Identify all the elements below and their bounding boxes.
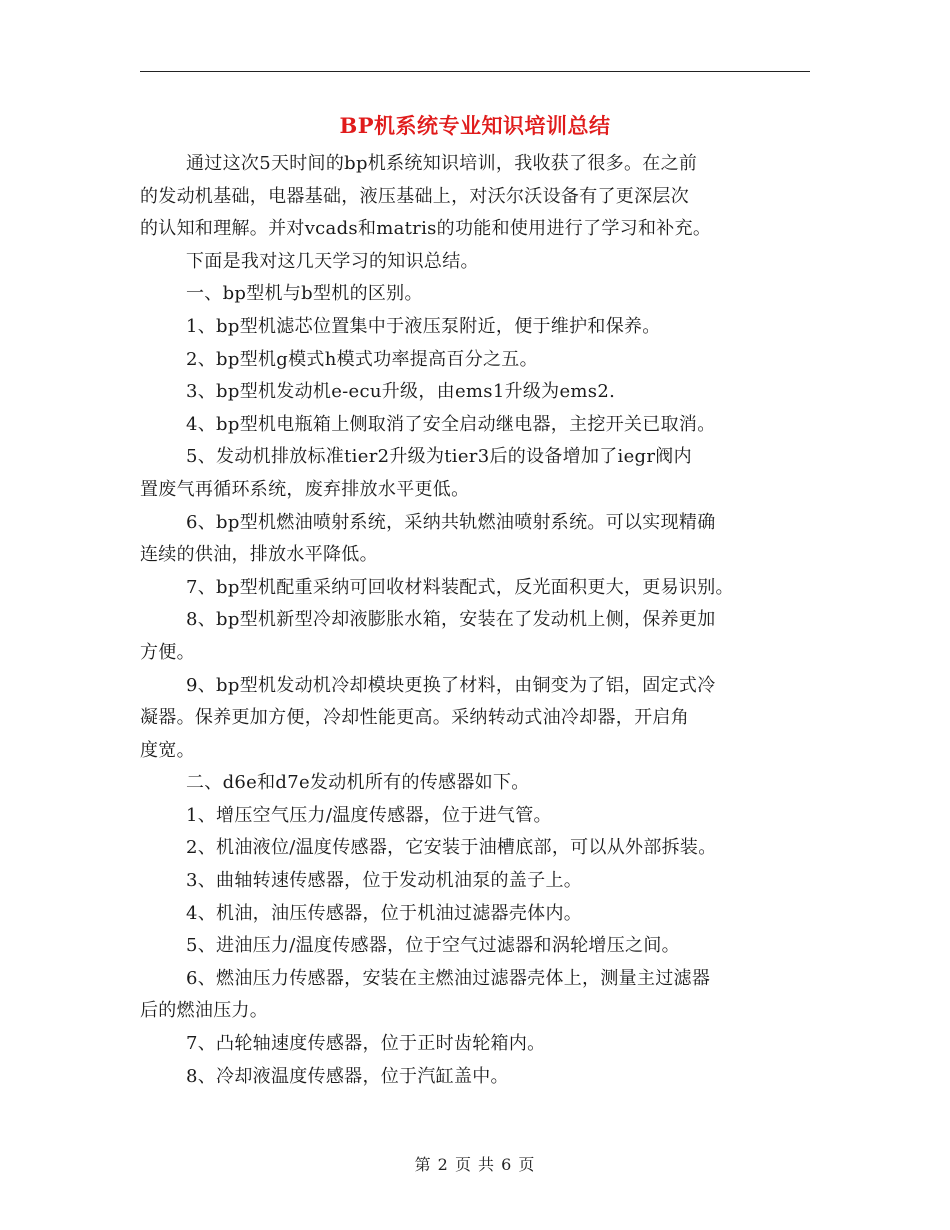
paragraph-line: 的发动机基础，电器基础，液压基础上，对沃尔沃设备有了更深层次 xyxy=(140,185,689,207)
paragraph-line: 5、进油压力/温度传感器，位于空气过滤器和涡轮增压之间。 xyxy=(186,935,680,957)
paragraph-line: 9、bp型机发动机冷却模块更换了材料，由铜变为了铝，固定式冷 xyxy=(186,674,716,696)
paragraph-line: 8、冷却液温度传感器，位于汽缸盖中。 xyxy=(186,1065,509,1087)
paragraph-line: 7、凸轮轴速度传感器，位于正时齿轮箱内。 xyxy=(186,1033,546,1055)
paragraph-line: 6、bp型机燃油喷射系统，采纳共轨燃油喷射系统。可以实现精确 xyxy=(186,511,716,533)
paragraph-line: 一、bp型机与b型机的区别。 xyxy=(186,283,423,305)
paragraph-line: 方便。 xyxy=(140,641,195,663)
header-rule xyxy=(140,71,810,72)
paragraph-line: 1、增压空气压力/温度传感器，位于进气管。 xyxy=(186,804,552,826)
paragraph-line: 凝器。保养更加方便，冷却性能更高。采纳转动式油冷却器，开启角 xyxy=(140,707,689,729)
paragraph-line: 连续的供油，排放水平降低。 xyxy=(140,544,378,566)
paragraph-line: 8、bp型机新型冷却液膨胀水箱，安装在了发动机上侧，保养更加 xyxy=(186,609,716,631)
paragraph-line: 5、发动机排放标准tier2升级为tier3后的设备增加了iegr阀内 xyxy=(186,446,692,468)
paragraph-line: 下面是我对这几天学习的知识总结。 xyxy=(186,250,479,272)
paragraph-line: 2、机油液位/温度传感器，它安装于油槽底部，可以从外部拆装。 xyxy=(186,837,717,859)
paragraph-line: 度宽。 xyxy=(140,739,195,761)
paragraph-line: 3、bp型机发动机e-ecu升级，由ems1升级为ems2. xyxy=(186,381,616,403)
paragraph-line: 1、bp型机滤芯位置集中于液压泵附近，便于维护和保养。 xyxy=(186,315,661,337)
document-title: BP机系统专业知识培训总结 xyxy=(339,113,611,138)
document-body xyxy=(140,148,820,1093)
paragraph-line: 二、d6e和d7e发动机所有的传感器如下。 xyxy=(186,772,530,794)
paragraph-line: 的认知和理解。并对vcads和matris的功能和使用进行了学习和补充。 xyxy=(140,218,712,240)
paragraph-line: 7、bp型机配重采纳可回收材料装配式，反光面积更大，更易识别。 xyxy=(186,576,734,598)
paragraph-line: 通过这次5天时间的bp机系统知识培训，我收获了很多。在之前 xyxy=(186,153,698,174)
page-footer: 第 2 页 共 6 页 xyxy=(414,1155,536,1174)
paragraph-line: 6、燃油压力传感器，安装在主燃油过滤器壳体上，测量主过滤器 xyxy=(186,967,711,989)
paragraph-line: 4、bp型机电瓶箱上侧取消了安全启动继电器，主挖开关已取消。 xyxy=(186,413,716,435)
paragraph-line: 4、机油，油压传感器，位于机油过滤器壳体内。 xyxy=(186,902,583,924)
paragraph-line: 置废气再循环系统，废弃排放水平更低。 xyxy=(140,478,470,500)
paragraph-line: 后的燃油压力。 xyxy=(140,1000,269,1022)
paragraph-line: 3、曲轴转速传感器，位于发动机油泵的盖子上。 xyxy=(186,870,583,892)
paragraph-line: 2、bp型机g模式h模式功率提高百分之五。 xyxy=(186,348,538,370)
